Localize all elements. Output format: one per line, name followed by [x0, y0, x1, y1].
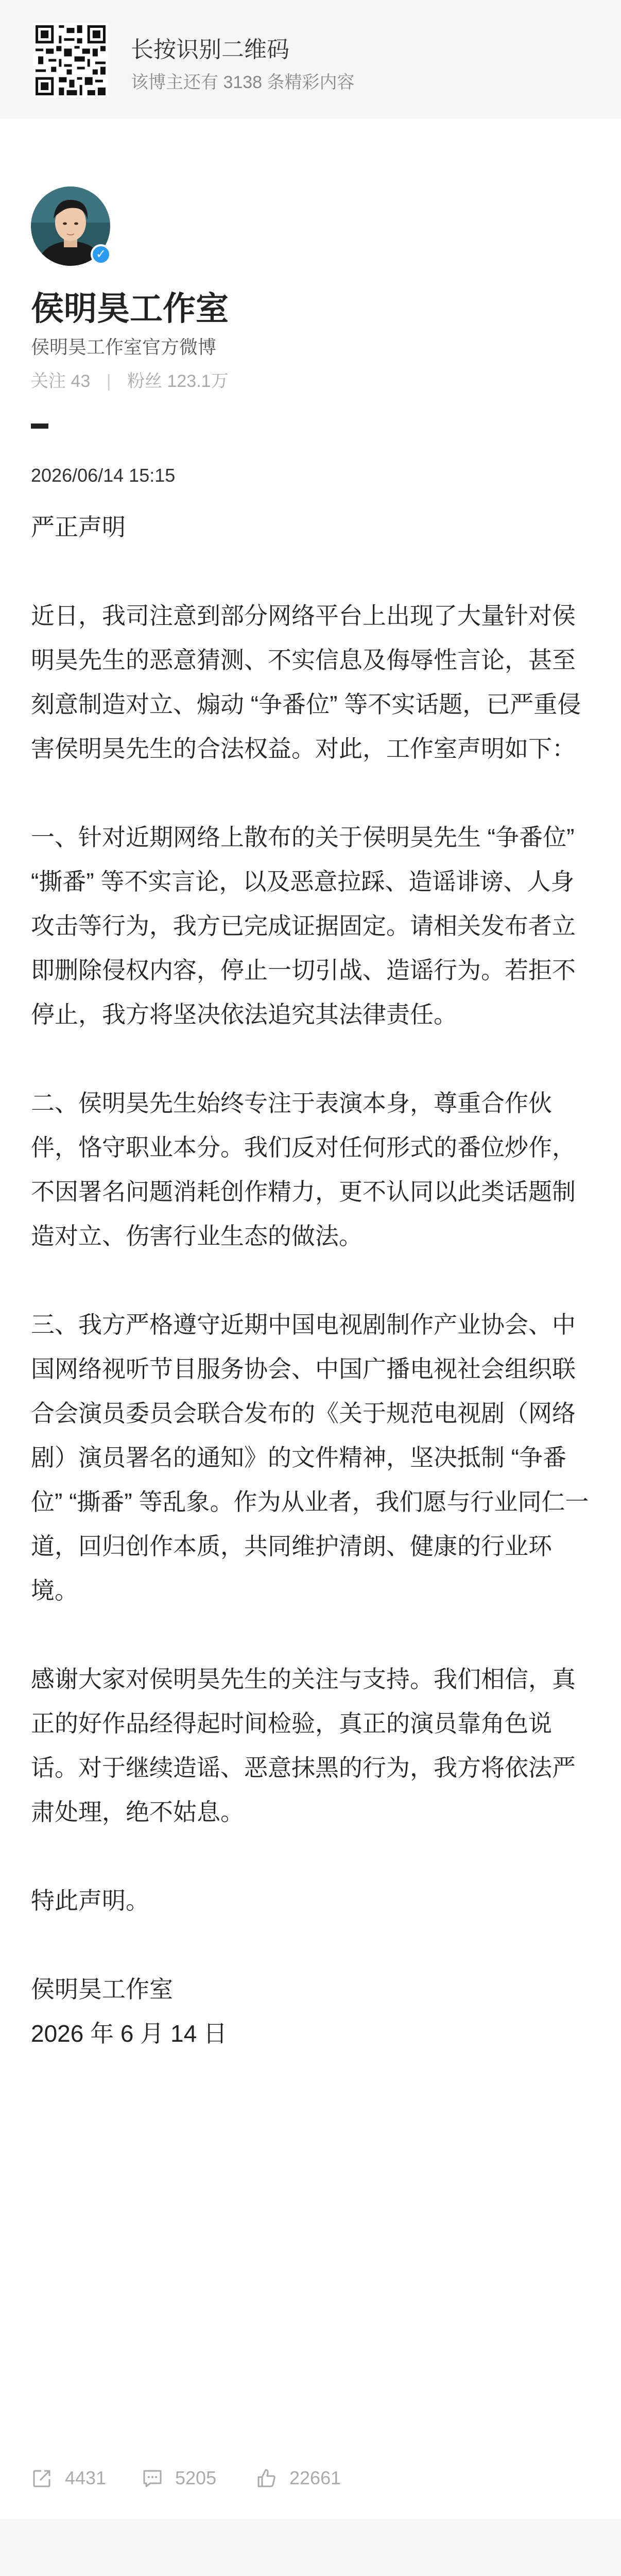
- stats-divider: |: [106, 371, 111, 391]
- top-qr-banner: [0, 0, 621, 118]
- post-paragraph: 三、我方严格遵守近期中国电视剧制作产业协会、中国网络视听节目服务协会、中国广播电视社会组织联合会演员委员会联合发布的《关于规范电视剧（网络剧）演员署名的通知》的文件精神，坚决抵制 “争番位” “撕番” 等乱象。作为从业者，我们愿与行业同仁一道，回归创作本质，共同维护清朗、健康的行业环境。: [31, 1311, 589, 1604]
- profile-stats: [31, 367, 229, 392]
- post-paragraph: 感谢大家对侯明昊先生的关注与支持。我们相信，真正的好作品经得起时间检验，真正的演员靠角色说话。对于继续造谣、恶意抹黑的行为，我方将依法严肃处理，绝不姑息。: [31, 1666, 576, 1825]
- comment-count: 5205: [175, 2467, 217, 2488]
- post-timestamp: 2026/06/14 15:15: [31, 465, 176, 486]
- qr-banner-subtitle: 该博主还有 3138 条精彩内容: [131, 73, 355, 92]
- comment-icon: [141, 2467, 164, 2489]
- profile-name[interactable]: 侯明昊工作室: [31, 290, 229, 327]
- profile-bio: 侯明昊工作室官方微博: [31, 336, 217, 358]
- post-paragraph: 二、侯明昊先生始终专注于表演本身，尊重合作伙伴，恪守职业本分。我们反对任何形式的番位炒作，不因署名问题消耗创作精力，更不认同以此类话题制造对立、伤害行业生态的做法。: [31, 1090, 576, 1249]
- verified-badge-icon: ✓: [91, 244, 111, 265]
- following-label: 关注: [31, 371, 66, 391]
- like-count: 22661: [289, 2467, 341, 2488]
- post-paragraph: 一、针对近期网络上散布的关于侯明昊先生 “争番位” “撕番” 等不实言论，以及恶意拉踩、造谣诽谤、人身攻击等行为，我方已完成证据固定。请相关发布者立即删除侵权内容，停止一切引战、造谣行为。若拒不停止，我方将坚决依法追究其法律责任。: [31, 824, 576, 1028]
- comment-button[interactable]: [141, 2463, 216, 2494]
- repost-count: 4431: [65, 2467, 107, 2488]
- post-paragraph: 特此声明。: [31, 1887, 149, 1914]
- qr-code-icon[interactable]: [33, 23, 108, 98]
- following-count: 43: [71, 371, 91, 391]
- followers-label: 粉丝: [127, 371, 163, 391]
- repost-icon: [31, 2467, 54, 2489]
- like-icon: [255, 2467, 278, 2489]
- like-button[interactable]: [255, 2463, 341, 2494]
- post-actions: [31, 2463, 590, 2494]
- repost-button[interactable]: [31, 2463, 106, 2494]
- post-heading: 严正声明: [31, 514, 126, 540]
- followers-count: 123.1万: [167, 371, 229, 391]
- post-content: [31, 505, 590, 2056]
- qr-banner-title: 长按识别二维码: [131, 37, 289, 62]
- section-divider: [31, 423, 48, 429]
- bottom-qr-banner: [0, 2519, 621, 2576]
- post-signature: 侯明昊工作室: [31, 1976, 173, 2003]
- post-date: 2026 年 6 月 14 日: [31, 2020, 227, 2047]
- post-paragraph: 近日，我司注意到部分网络平台上出现了大量针对侯明昊先生的恶意猜测、不实信息及侮辱性言论，甚至刻意制造对立、煽动 “争番位” 等不实话题，已严重侵害侯明昊先生的合法权益。对此，工作室声明如下：: [31, 602, 581, 762]
